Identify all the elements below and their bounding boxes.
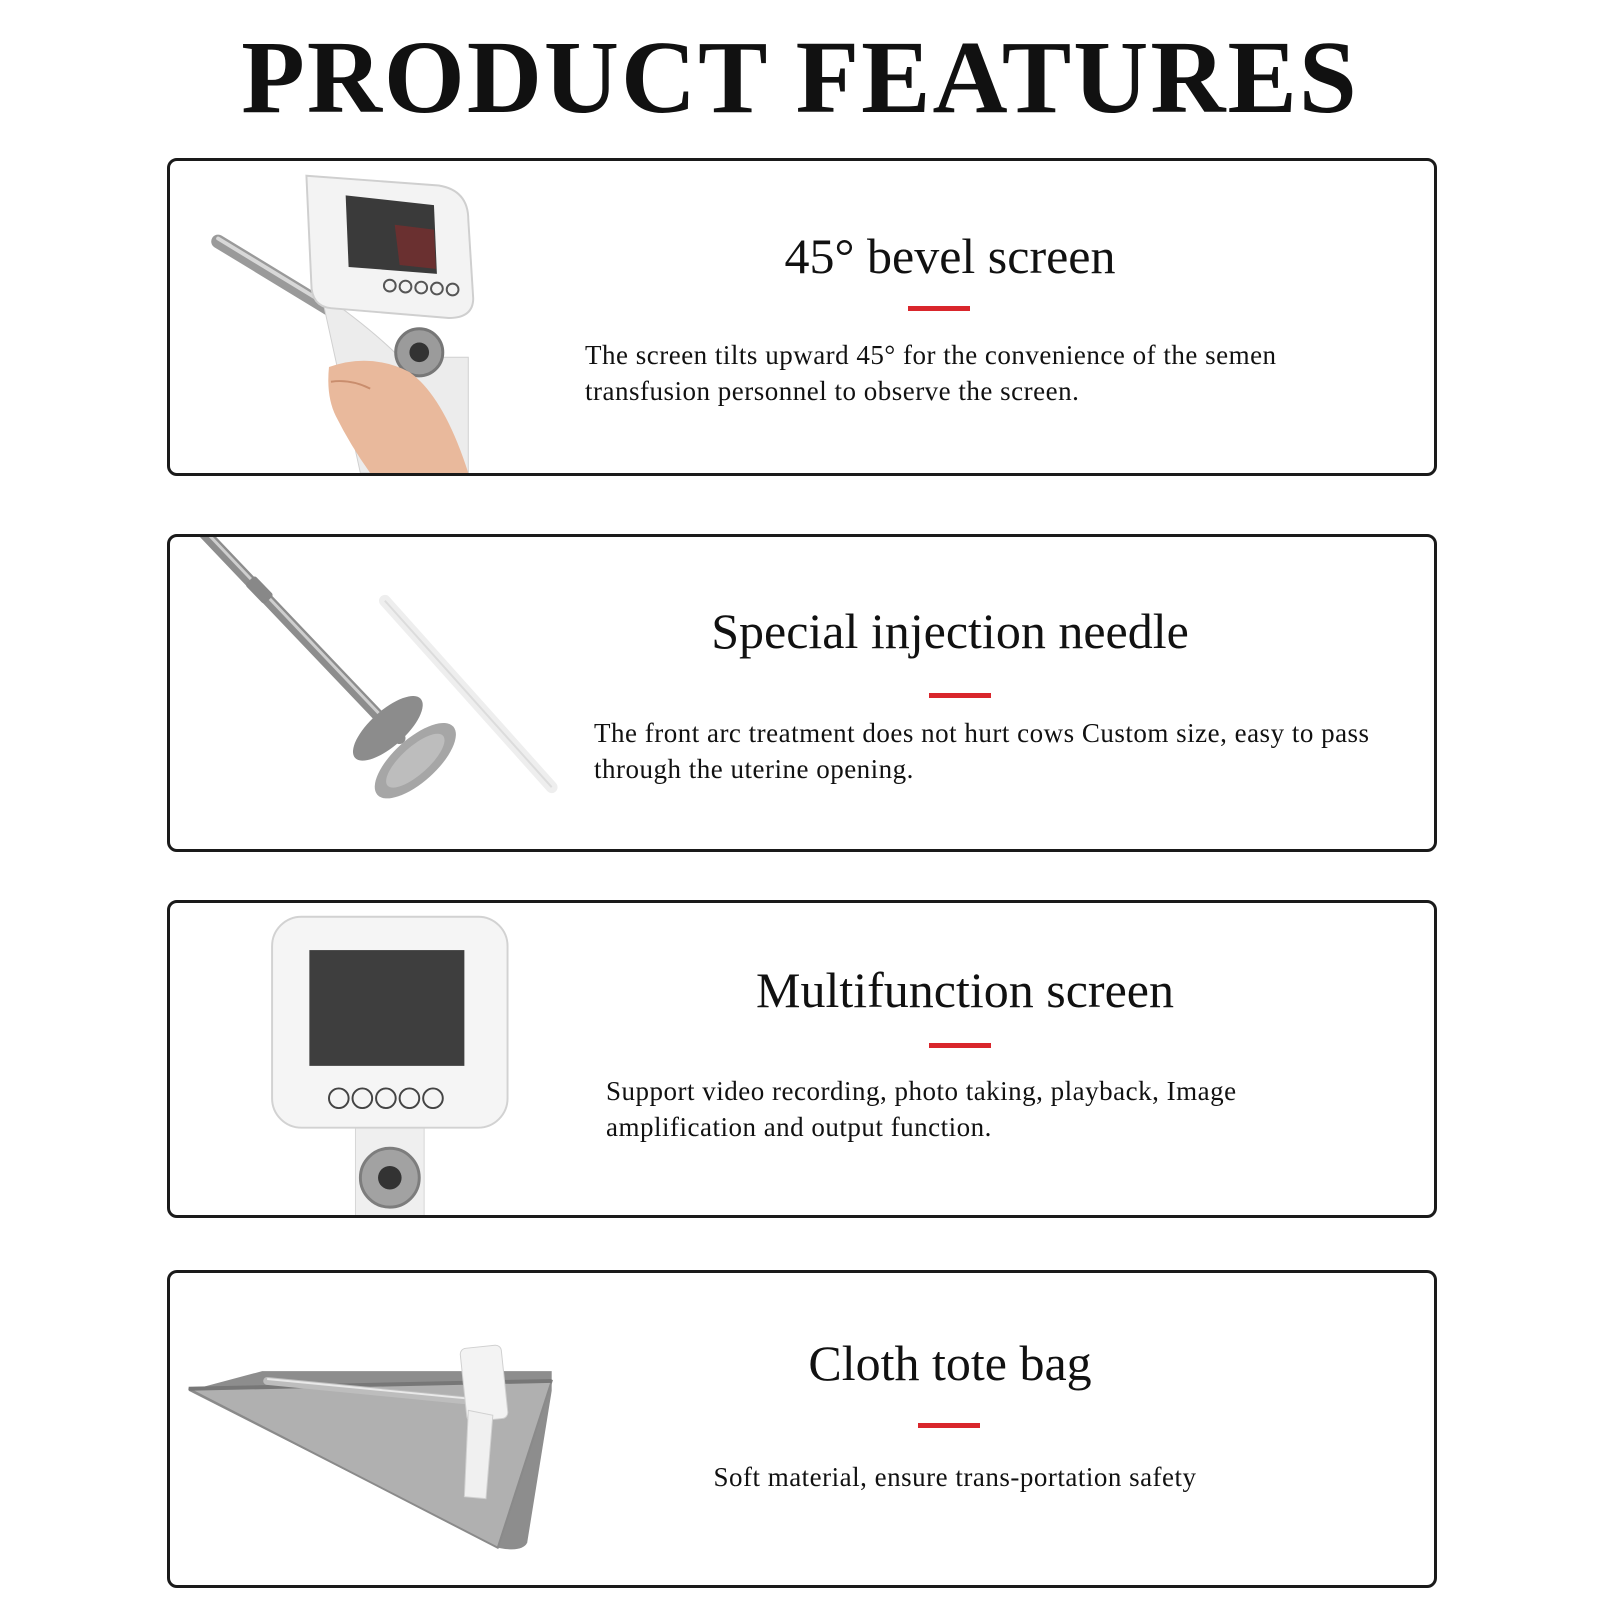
feature-card-multifunction-screen [167, 900, 1437, 1218]
feature-description: Soft material, ensure trans-portation safety [713, 1462, 1197, 1492]
feature-card-injection-needle [167, 534, 1437, 852]
bevel-screen-device-image [170, 161, 590, 473]
feature-card-bevel-screen [167, 158, 1437, 476]
cloth-tote-bag-image [170, 1273, 590, 1585]
feature-description: The screen tilts upward 45° for the convenience of the semen transfusion personnel to observe the screen. [585, 340, 1277, 406]
accent-divider [908, 306, 970, 311]
feature-heading: Special injection needle [711, 603, 1189, 659]
feature-description: The front arc treatment does not hurt cows Custom size, easy to pass through the uterine opening. [594, 718, 1370, 784]
feature-heading: Multifunction screen [756, 962, 1174, 1018]
feature-heading: Cloth tote bag [808, 1335, 1092, 1391]
feature-description: Support video recording, photo taking, playback, Image amplification and output function. [606, 1076, 1237, 1142]
page-title: PRODUCT FEATURES [241, 20, 1359, 135]
feature-card-cloth-tote-bag [167, 1270, 1437, 1588]
accent-divider [929, 693, 991, 698]
feature-heading: 45° bevel screen [784, 228, 1116, 284]
multifunction-screen-image [170, 903, 590, 1215]
accent-divider [918, 1423, 980, 1428]
injection-needle-image [170, 537, 590, 849]
accent-divider [929, 1043, 991, 1048]
